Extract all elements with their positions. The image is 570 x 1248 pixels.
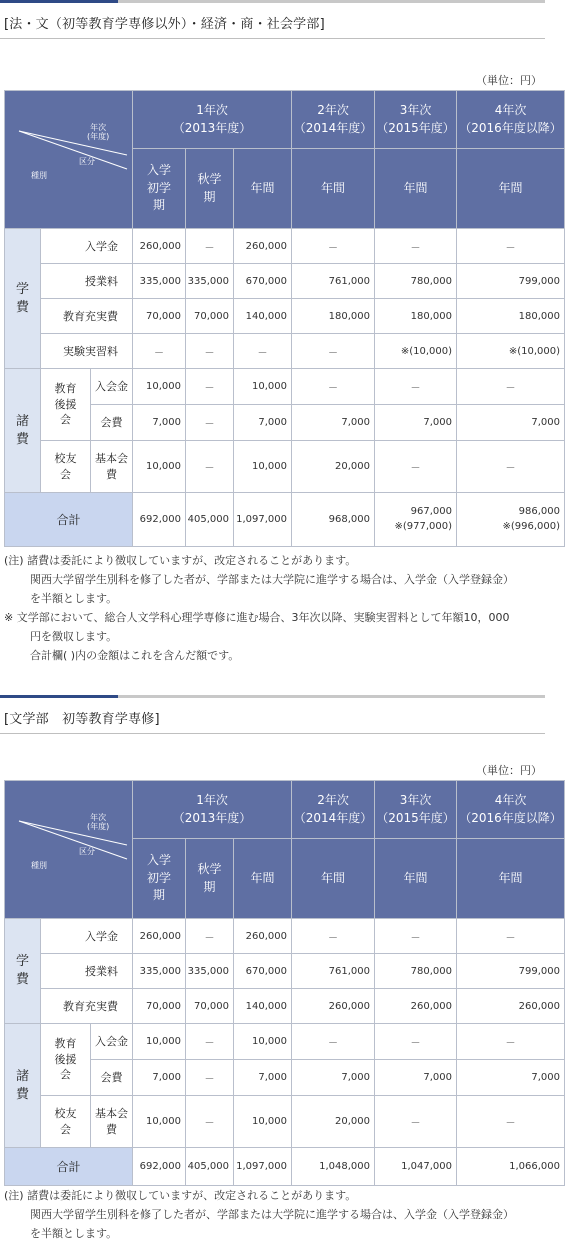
row-label: 入学金 (41, 229, 133, 264)
cell: 7,000 (133, 1060, 186, 1096)
cell: － (292, 334, 375, 369)
corner-diagonals (5, 781, 133, 919)
cell: － (186, 1096, 234, 1148)
group-tuition: 学 費 (5, 919, 41, 1024)
cell: 761,000 (292, 954, 375, 989)
corner-category-label: 区分 (79, 157, 95, 166)
cell: 799,000 (457, 954, 565, 989)
year-3-label: 3年次 (399, 793, 432, 808)
cell: － (457, 1024, 565, 1060)
table-row (5, 919, 565, 954)
total-cell: 692,000 (133, 1148, 186, 1186)
row-label: 授業料 (41, 264, 133, 299)
year-4-header (457, 91, 565, 149)
title-underline (0, 38, 545, 39)
total-cell: 405,000 (186, 493, 234, 547)
cell: － (186, 229, 234, 264)
cell: 260,000 (457, 989, 565, 1024)
corner-type-label: 種別 (31, 171, 47, 180)
row-label: 教育充実費 (41, 299, 133, 334)
cell: 7,000 (457, 1060, 565, 1096)
group-misc: 諸 費 (5, 1024, 41, 1148)
header-corner (5, 91, 133, 229)
cell: 260,000 (375, 989, 457, 1024)
cell: 7,000 (457, 405, 565, 441)
note-line: 関西大学留学生別科を修了した者が、学部または大学院に進学する場合は、入学金（入学登録金） (30, 573, 514, 586)
cell: 260,000 (234, 229, 292, 264)
total-cell: 1,047,000 (375, 1148, 457, 1186)
total-cell: 967,000 ※(977,000) (375, 493, 457, 547)
total-cell: 968,000 (292, 493, 375, 547)
cell: 670,000 (234, 264, 292, 299)
corner-diagonals (5, 91, 133, 229)
cell: 70,000 (186, 989, 234, 1024)
section-title: [文学部 初等教育学専修] (4, 712, 160, 727)
subhead-autumn: 秋学 期 (186, 839, 234, 919)
cell: 335,000 (186, 954, 234, 989)
subhead-annual-y4: 年間 (457, 839, 565, 919)
cell: 10,000 (133, 441, 186, 493)
table-row (5, 1096, 565, 1148)
notes (4, 1186, 564, 1243)
section-title: [法・文（初等教育学専修以外）・経済・商・社会学部] (4, 17, 325, 32)
cell: 260,000 (234, 919, 292, 954)
year-3-fiscal: （2015年度） (376, 810, 455, 825)
year-4-label: 4年次 (494, 793, 527, 808)
year-1-header (133, 781, 292, 839)
header-corner (5, 781, 133, 919)
cell: 180,000 (457, 299, 565, 334)
cell: 335,000 (133, 954, 186, 989)
note-line: (注) 諸費は委託により徴収していますが、改定されることがあります。 (4, 1189, 357, 1202)
total-cell: 1,097,000 (234, 1148, 292, 1186)
row-label: 基本会 費 (91, 1096, 133, 1148)
cell: － (375, 1024, 457, 1060)
year-1-label: 1年次 (196, 103, 228, 118)
unit-label: （単位：円） (476, 764, 542, 777)
cell: 10,000 (234, 369, 292, 405)
unit-label: （単位：円） (476, 74, 542, 87)
table-row (5, 954, 565, 989)
total-cell: 986,000 ※(996,000) (457, 493, 565, 547)
cell: － (186, 405, 234, 441)
cell: 335,000 (186, 264, 234, 299)
cell: － (292, 369, 375, 405)
cell: － (186, 919, 234, 954)
year-3-header (375, 91, 457, 149)
table-row (5, 299, 565, 334)
cell: － (292, 1024, 375, 1060)
cell: 335,000 (133, 264, 186, 299)
cell: － (457, 1096, 565, 1148)
year-2-label: 2年次 (317, 793, 349, 808)
cell: 260,000 (133, 919, 186, 954)
cell: 260,000 (292, 989, 375, 1024)
row-label: 入会金 (91, 369, 133, 405)
year-3-fiscal: （2015年度） (376, 120, 455, 135)
notes (4, 551, 564, 665)
year-3-label: 3年次 (399, 103, 432, 118)
row-label: 会費 (91, 405, 133, 441)
year-2-header (292, 91, 375, 149)
row-label: 実験実習料 (41, 334, 133, 369)
cell: ※(10,000) (457, 334, 565, 369)
cell: 20,000 (292, 441, 375, 493)
fee-table (4, 90, 565, 547)
title-underline (0, 733, 545, 734)
table-row (5, 334, 565, 369)
note-line: (注) 諸費は委託により徴収していますが、改定されることがあります。 (4, 554, 357, 567)
table-row (5, 989, 565, 1024)
cell: － (133, 334, 186, 369)
cell: 10,000 (133, 1096, 186, 1148)
subhead-annual-y3: 年間 (375, 839, 457, 919)
year-4-label: 4年次 (494, 103, 527, 118)
total-cell: 1,066,000 (457, 1148, 565, 1186)
cell: 70,000 (133, 989, 186, 1024)
row-label: 入学金 (41, 919, 133, 954)
section-top-rule (0, 0, 545, 3)
year-1-label: 1年次 (196, 793, 228, 808)
cell: 180,000 (375, 299, 457, 334)
cell: － (234, 334, 292, 369)
note-line: ※ 文学部において、総合人文学科心理学専修に進む場合、3年次以降、実験実習料として年額10，000 (4, 611, 510, 624)
row-label: 会費 (91, 1060, 133, 1096)
corner-category-label: 区分 (79, 847, 95, 856)
cell: 140,000 (234, 989, 292, 1024)
cell: － (186, 441, 234, 493)
cell: 670,000 (234, 954, 292, 989)
cell: － (375, 919, 457, 954)
corner-year-label: 年次 (年度) (87, 123, 110, 142)
total-cell: 1,097,000 (234, 493, 292, 547)
year-1-header (133, 91, 292, 149)
row-label: 教育充実費 (41, 989, 133, 1024)
year-2-fiscal: （2014年度） (293, 810, 373, 825)
subhead-annual-y2: 年間 (292, 149, 375, 229)
total-label: 合計 (5, 1148, 133, 1186)
section-top-rule (0, 695, 545, 698)
cell: － (292, 229, 375, 264)
cell: 7,000 (234, 405, 292, 441)
total-label: 合計 (5, 493, 133, 547)
subhead-annual-y3: 年間 (375, 149, 457, 229)
cell: 20,000 (292, 1096, 375, 1148)
cell: － (375, 441, 457, 493)
cell: 7,000 (375, 1060, 457, 1096)
cell: 10,000 (133, 1024, 186, 1060)
cell: 10,000 (133, 369, 186, 405)
cell: 180,000 (292, 299, 375, 334)
cell: 7,000 (133, 405, 186, 441)
group-tuition: 学 費 (5, 229, 41, 369)
note-line: を半額とします。 (30, 1227, 118, 1240)
subhead-annual-y1: 年間 (234, 149, 292, 229)
cell: － (375, 229, 457, 264)
note-line: 円を徴収します。 (30, 630, 118, 643)
subhead-autumn: 秋学 期 (186, 149, 234, 229)
subgroup-alumni-assoc: 校友 会 (41, 441, 91, 493)
year-4-header (457, 781, 565, 839)
subhead-spring: 入学 初学 期 (133, 149, 186, 229)
year-3-header (375, 781, 457, 839)
cell: 70,000 (186, 299, 234, 334)
corner-type-label: 種別 (31, 861, 47, 870)
subhead-annual-y2: 年間 (292, 839, 375, 919)
total-row (5, 493, 565, 547)
total-cell: 405,000 (186, 1148, 234, 1186)
table-row (5, 264, 565, 299)
cell: 7,000 (292, 1060, 375, 1096)
cell: － (186, 369, 234, 405)
total-row (5, 1148, 565, 1186)
year-2-fiscal: （2014年度） (293, 120, 373, 135)
cell: 10,000 (234, 441, 292, 493)
year-1-fiscal: （2013年度） (172, 120, 252, 135)
table-row (5, 229, 565, 264)
note-line: 関西大学留学生別科を修了した者が、学部または大学院に進学する場合は、入学金（入学登録金） (30, 1208, 514, 1221)
cell: － (186, 334, 234, 369)
subgroup-parents-assoc: 教育 後援 会 (41, 1024, 91, 1096)
cell: 780,000 (375, 264, 457, 299)
row-label: 授業料 (41, 954, 133, 989)
cell: 10,000 (234, 1024, 292, 1060)
total-cell: 1,048,000 (292, 1148, 375, 1186)
year-4-fiscal: （2016年度以降） (459, 810, 562, 825)
cell: 7,000 (292, 405, 375, 441)
cell: － (292, 919, 375, 954)
cell: － (186, 1060, 234, 1096)
cell: 260,000 (133, 229, 186, 264)
cell: － (457, 229, 565, 264)
cell: － (457, 369, 565, 405)
fee-section-elementary-ed (0, 695, 570, 1248)
table-row (5, 1024, 565, 1060)
cell: － (457, 441, 565, 493)
year-2-label: 2年次 (317, 103, 349, 118)
cell: － (375, 1096, 457, 1148)
corner-year-label: 年次 (年度) (87, 813, 110, 832)
cell: － (186, 1024, 234, 1060)
subhead-annual-y4: 年間 (457, 149, 565, 229)
cell: 761,000 (292, 264, 375, 299)
subgroup-alumni-assoc: 校友 会 (41, 1096, 91, 1148)
table-row (5, 441, 565, 493)
cell: － (375, 369, 457, 405)
cell: 780,000 (375, 954, 457, 989)
note-line: を半額とします。 (30, 592, 118, 605)
year-2-header (292, 781, 375, 839)
cell: 10,000 (234, 1096, 292, 1148)
year-1-fiscal: （2013年度） (172, 810, 252, 825)
table-row (5, 369, 565, 405)
cell: － (457, 919, 565, 954)
note-line: 合計欄( )内の金額はこれを含んだ額です。 (30, 649, 240, 662)
cell: 70,000 (133, 299, 186, 334)
subhead-annual-y1: 年間 (234, 839, 292, 919)
row-label: 基本会 費 (91, 441, 133, 493)
cell: 7,000 (234, 1060, 292, 1096)
subgroup-parents-assoc: 教育 後援 会 (41, 369, 91, 441)
row-label: 入会金 (91, 1024, 133, 1060)
cell: 7,000 (375, 405, 457, 441)
cell: ※(10,000) (375, 334, 457, 369)
cell: 140,000 (234, 299, 292, 334)
cell: 799,000 (457, 264, 565, 299)
group-misc: 諸 費 (5, 369, 41, 493)
year-4-fiscal: （2016年度以降） (459, 120, 562, 135)
fee-table (4, 780, 565, 1186)
total-cell: 692,000 (133, 493, 186, 547)
subhead-spring: 入学 初学 期 (133, 839, 186, 919)
